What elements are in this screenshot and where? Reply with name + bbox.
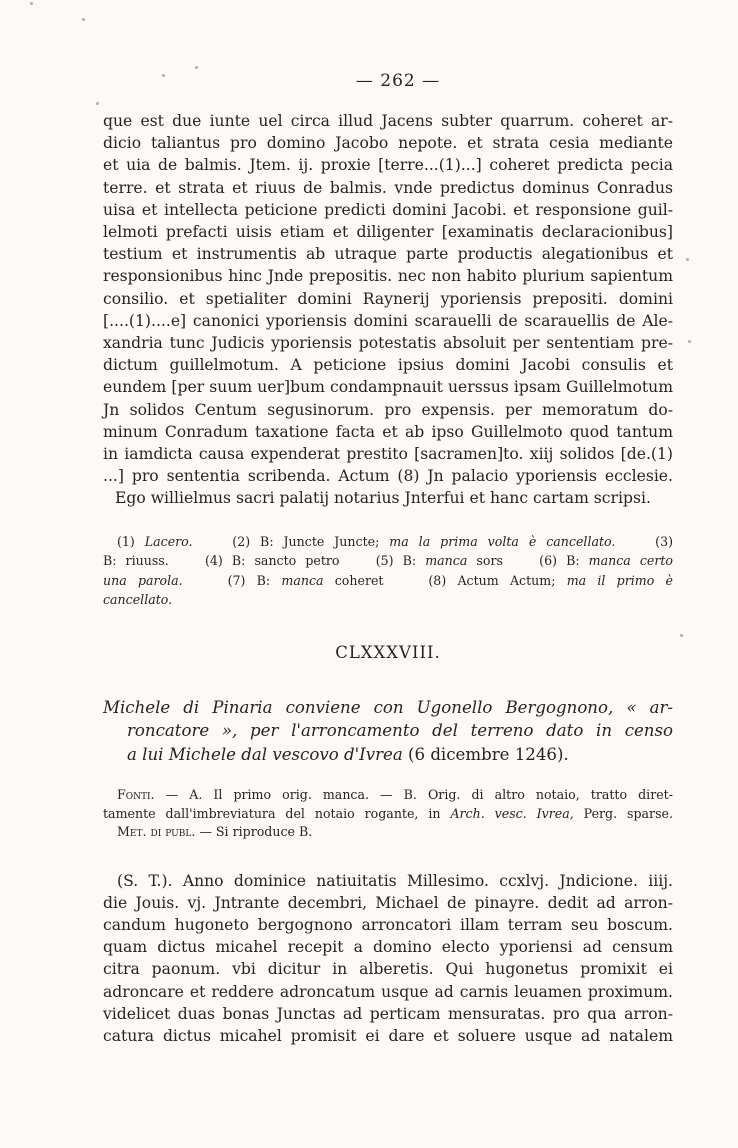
- met-label: Met. di publ.: [117, 824, 196, 840]
- text-line: Jn solidos Centum segusinorum. pro expensis. per memoratum do-: [103, 400, 673, 419]
- paper-speck: [195, 66, 198, 69]
- notary-signature-line: Ego willielmus sacri palatij notarius Jnterfui et hanc cartam scripsi.: [115, 489, 651, 508]
- paper-speck: [162, 74, 165, 77]
- text-line: catura dictus micahel promisit ei dare et soluere usque ad natalem: [103, 1027, 673, 1046]
- paper-speck: [688, 340, 691, 343]
- roman-text: sors (6) B:: [467, 553, 589, 569]
- paper-speck: [96, 102, 99, 105]
- footnote-line: [103, 571, 673, 591]
- text-line: xandria tunc Judicis yporiensis potestatis absoluit per sententiam pre-: [103, 334, 673, 353]
- text-line: lelmoti prefacti uisis etiam et diligenter [examinatis declaracionibus]: [103, 223, 673, 242]
- italic-text: ma il primo è: [566, 572, 673, 588]
- fonti-label: Fonti.: [117, 787, 155, 803]
- italic-text: ma la prima volta è cancellato.: [389, 533, 616, 549]
- text-line: uisa et intellecta peticione predicti domini Jacobi. et responsione guil-: [103, 200, 673, 219]
- roman-text: (7) B:: [182, 572, 282, 588]
- roman-text: B: riuuss. (4) B: sancto petro (5) B:: [103, 553, 426, 569]
- publication-method-line: [103, 823, 673, 842]
- sources-line: [103, 786, 673, 805]
- italic-text: manca certo: [588, 553, 674, 569]
- italic-text: manca: [425, 553, 468, 569]
- text-line: citra paonum. vbi dicitur in alberetis. Qui hugonetus promixit ei: [103, 960, 673, 979]
- text-line: die Jouis. vj. Jntrante decembri, Michael de pinayre. dedit ad arron-: [103, 893, 673, 912]
- text-line: quam dictus micahel recepit a domino electo yporiensi ad censum: [103, 938, 673, 957]
- title-italic-part: a lui Michele dal vescovo d'Ivrea: [127, 744, 403, 764]
- italic-text: una parola.: [103, 572, 183, 588]
- roman-text: (3): [615, 533, 673, 549]
- text-line: in iamdicta causa expenderat prestito [sacramen]to. xiij solidos [de.(1): [103, 445, 673, 464]
- document-date: (6 dicembre 1246).: [402, 744, 569, 764]
- italic-text: manca: [281, 572, 324, 588]
- text-line: que est due iunte uel circa illud Jacens subter quarrum. coheret ar-: [103, 112, 673, 130]
- fonti-text: tamente dall'imbreviatura del notaio rogante, in: [103, 805, 451, 821]
- footnotes: [103, 532, 673, 610]
- sources-section: [103, 786, 673, 842]
- paper-speck: [82, 18, 85, 21]
- text-line: et uia de balmis. Jtem. ij. proxie [terre...(1)...] coheret predicta pecia: [103, 156, 673, 175]
- text-line: minum Conradum taxatione facta et ab ipso Guillelmoto quod tantum: [103, 422, 673, 441]
- text-line: candum hugoneto bergognono arroncatori illam terram seu boscum.: [103, 916, 673, 935]
- title-line: roncatore », per l'arroncamento del terreno dato in censo: [127, 721, 673, 741]
- title-line: [103, 743, 673, 767]
- text-line: [....(1)....e] canonici yporiensis domini scarauelli de scarauellis de Ale-: [103, 311, 673, 330]
- text-line: ...] pro sententia scribenda. Actum (8) Jn palacio yporiensis ecclesie.: [103, 467, 673, 486]
- text-line: (S. T.). Anno dominice natiuitatis Millesimo. ccxlvj. Jndicione. iiij.: [117, 871, 673, 890]
- title-line: Michele di Pinaria conviene con Ugonello Bergognono, « ar-: [103, 697, 673, 717]
- document-title: [103, 696, 673, 767]
- footnote-line: [103, 532, 673, 552]
- sources-line: [103, 805, 673, 824]
- fonti-text: Perg. sparse.: [573, 805, 673, 821]
- document-text: [103, 870, 673, 1048]
- paper-speck: [686, 258, 689, 261]
- italic-text: Lacero.: [144, 533, 193, 549]
- page-number: — 262 —: [355, 71, 441, 91]
- text-line: responsionibus hinc Jnde prepositis. nec non habito plurium sapientum: [103, 267, 673, 286]
- text-line: dictum guillelmotum. A peticione ipsius domini Jacobi consulis et: [103, 356, 673, 375]
- previous-document-text: [103, 110, 673, 510]
- archive-reference: Arch. vesc. Ivrea,: [450, 805, 574, 821]
- text-line: testium et instrumentis ab utraque parte productis alegationibus et: [103, 245, 673, 264]
- document-number: CLXXXVIII.: [335, 642, 441, 662]
- roman-text: (2) B: Juncte Juncte;: [192, 533, 390, 549]
- paper-speck: [680, 634, 683, 637]
- text-line: terre. et strata et riuus de balmis. vnde predictus dominus Conradus: [103, 178, 673, 197]
- footnote-line: [103, 590, 673, 610]
- text-line: consilio. et spetialiter domini Raynerij yporiensis prepositi. domini: [103, 289, 673, 308]
- footnote-line: [103, 551, 673, 571]
- roman-text: (1): [117, 533, 145, 549]
- paper-speck: [30, 2, 33, 5]
- text-line: adroncare et reddere adroncatum usque ad carnis leuamen proximum.: [103, 982, 673, 1001]
- text-line: videlicet duas bonas Junctas ad perticam mensuratas. pro qua arron-: [103, 1004, 673, 1023]
- book-page: [103, 66, 673, 1047]
- fonti-text: — A. Il primo orig. manca. — B. Orig. di altro notaio, tratto diret-: [154, 787, 673, 803]
- roman-text: coheret (8) Actum Actum;: [323, 572, 567, 588]
- text-line: eundem [per suum uer]bum condampnauit uerssus ipsam Guillelmotum: [103, 378, 673, 397]
- italic-text: cancellato.: [103, 592, 173, 608]
- text-line: dicio taliantus pro domino Jacobo nepote. et strata cesia mediante: [103, 134, 673, 153]
- met-text: — Si riproduce B.: [195, 824, 313, 840]
